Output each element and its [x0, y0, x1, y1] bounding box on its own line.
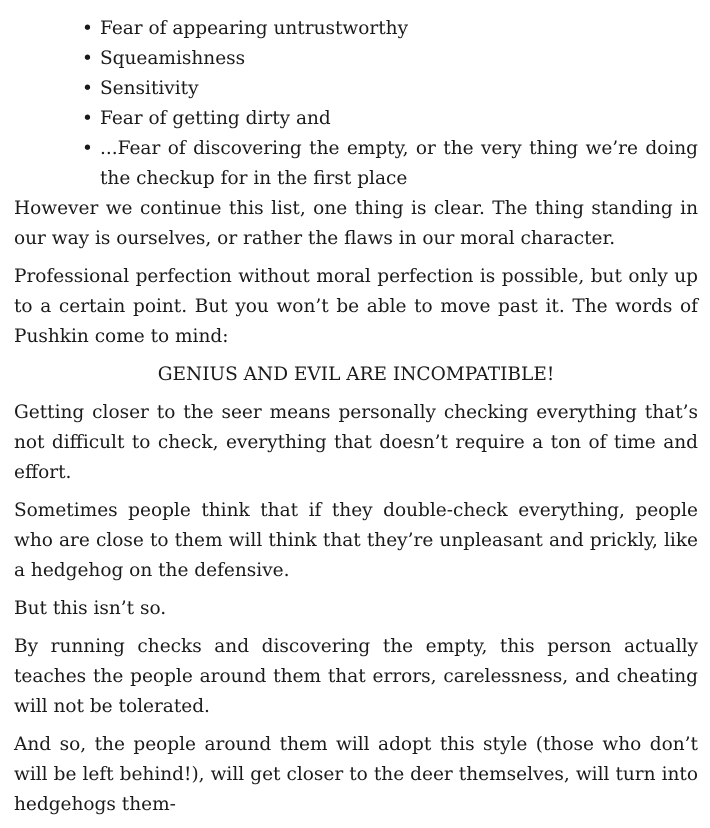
paragraph-not-so: But this isn’t so.	[14, 598, 167, 619]
list-item-text: ...Fear of discovering the empty, or the very thing we’re doing the checkup for in the first place	[100, 138, 698, 189]
bullet-list	[14, 14, 698, 194]
paragraph-professional-perfection: Professional perfection without moral perfection is possible, but only up to a certain point. But you won’t be able to move past it. The words of Pushkin come to mind:	[14, 266, 698, 347]
list-item-text: Fear of appearing untrustworthy	[100, 18, 409, 39]
centered-heading: GENIUS AND EVIL ARE INCOMPATIBLE!	[157, 364, 555, 385]
paragraph-adopt-style: And so, the people around them will adopt this style (those who don’t will be left behind!), will get closer to the deer themselves, will turn into hedgehogs them-	[14, 734, 698, 815]
list-item	[82, 104, 698, 134]
document-page	[14, 14, 698, 828]
bullet-icon: •	[82, 108, 93, 129]
list-item	[82, 74, 698, 104]
bullet-icon: •	[82, 48, 93, 69]
bullet-icon: •	[82, 78, 93, 99]
paragraph-double-check: Sometimes people think that if they double-check everything, people who are close to them will think that they’re unpleasant and prickly, like a hedgehog on the defensive.	[14, 500, 698, 581]
list-item	[82, 14, 698, 44]
paragraph-list-summary: However we continue this list, one thing is clear. The thing standing in our way is ourselves, or rather the flaws in our moral character.	[14, 198, 698, 249]
bullet-icon: •	[82, 18, 93, 39]
list-item-text: Fear of getting dirty and	[100, 108, 331, 129]
paragraph-getting-closer: Getting closer to the seer means personally checking everything that’s not difficult to check, everything that doesn’t require a ton of time and effort.	[14, 402, 698, 483]
list-item-text: Squeamishness	[100, 48, 246, 69]
list-item-text: Sensitivity	[100, 78, 199, 99]
paragraph-running-checks: By running checks and discovering the empty, this person actually teaches the people around them that errors, carelessness, and cheating will not be tolerated.	[14, 636, 698, 717]
bullet-icon: •	[82, 138, 93, 159]
list-item	[82, 134, 698, 194]
list-item	[82, 44, 698, 74]
